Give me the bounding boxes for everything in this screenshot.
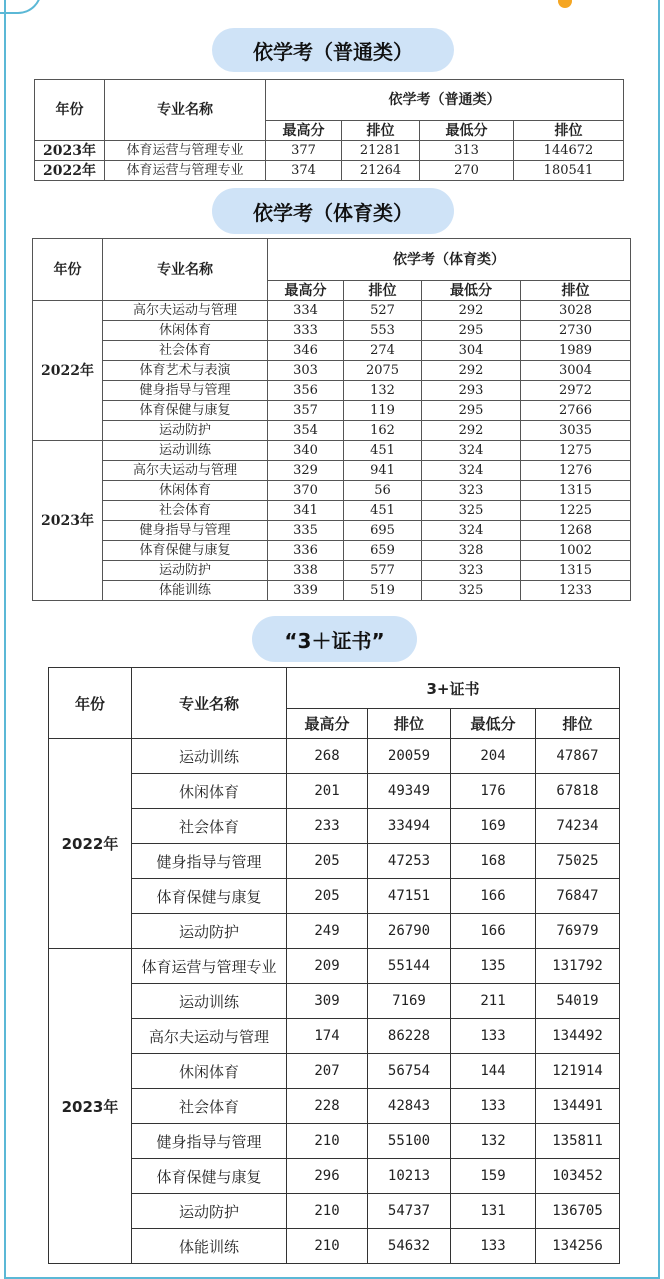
major-cell: 体育运营与管理专业 [132, 949, 287, 984]
max-rank-cell: 56 [344, 481, 422, 501]
max-score-cell: 346 [268, 341, 344, 361]
major-cell: 运动防护 [103, 561, 268, 581]
min-rank-cell: 54019 [536, 984, 620, 1019]
min-score-cell: 325 [422, 501, 521, 521]
table-row [49, 949, 620, 984]
min-score-cell: 166 [451, 914, 536, 949]
section-title-3plus: “3＋证书” [252, 616, 417, 662]
max-rank-cell: 451 [344, 501, 422, 521]
table-row [33, 481, 631, 501]
max-score-cell: 374 [266, 161, 342, 181]
max-rank-cell: 55144 [368, 949, 451, 984]
max-rank-cell: 10213 [368, 1159, 451, 1194]
max-rank-cell: 274 [344, 341, 422, 361]
table-row [49, 844, 620, 879]
header-group: 依学考（普通类） [266, 80, 624, 121]
table-row [49, 1159, 620, 1194]
min-score-cell: 328 [422, 541, 521, 561]
header-min-score: 最低分 [451, 709, 536, 739]
table-sports [32, 238, 631, 601]
max-rank-cell: 47253 [368, 844, 451, 879]
min-score-cell: 323 [422, 481, 521, 501]
section-title-sports: 依学考（体育类） [212, 188, 454, 234]
min-rank-cell: 136705 [536, 1194, 620, 1229]
max-score-cell: 205 [287, 879, 368, 914]
max-rank-cell: 33494 [368, 809, 451, 844]
max-rank-cell: 49349 [368, 774, 451, 809]
min-rank-cell: 1315 [521, 481, 631, 501]
major-cell: 社会体育 [103, 341, 268, 361]
min-rank-cell: 75025 [536, 844, 620, 879]
major-cell: 休闲体育 [132, 1054, 287, 1089]
max-rank-cell: 56754 [368, 1054, 451, 1089]
max-score-cell: 339 [268, 581, 344, 601]
table-row [33, 321, 631, 341]
max-score-cell: 335 [268, 521, 344, 541]
min-rank-cell: 3035 [521, 421, 631, 441]
min-score-cell: 168 [451, 844, 536, 879]
table-row [33, 461, 631, 481]
table-row [33, 341, 631, 361]
year-cell: 2022年 [33, 301, 103, 441]
major-cell: 体育保健与康复 [132, 1159, 287, 1194]
header-max-score: 最高分 [287, 709, 368, 739]
min-score-cell: 159 [451, 1159, 536, 1194]
major-cell: 休闲体育 [103, 321, 268, 341]
min-score-cell: 292 [422, 301, 521, 321]
header-major: 专业名称 [105, 80, 266, 141]
header-year: 年份 [35, 80, 105, 141]
year-cell: 2022年 [35, 161, 105, 181]
max-rank-cell: 132 [344, 381, 422, 401]
min-rank-cell: 131792 [536, 949, 620, 984]
major-cell: 高尔夫运动与管理 [103, 461, 268, 481]
min-score-cell: 323 [422, 561, 521, 581]
frame-right-border [658, 0, 660, 1279]
min-score-cell: 133 [451, 1089, 536, 1124]
max-score-cell: 357 [268, 401, 344, 421]
table-row [33, 301, 631, 321]
max-score-cell: 370 [268, 481, 344, 501]
min-rank-cell: 180541 [514, 161, 624, 181]
major-cell: 健身指导与管理 [132, 1124, 287, 1159]
min-score-cell: 324 [422, 461, 521, 481]
min-rank-cell: 1989 [521, 341, 631, 361]
min-rank-cell: 47867 [536, 739, 620, 774]
max-rank-cell: 54737 [368, 1194, 451, 1229]
max-score-cell: 309 [287, 984, 368, 1019]
major-cell: 体育保健与康复 [103, 541, 268, 561]
min-score-cell: 144 [451, 1054, 536, 1089]
min-score-cell: 211 [451, 984, 536, 1019]
min-score-cell: 133 [451, 1019, 536, 1054]
min-rank-cell: 134256 [536, 1229, 620, 1264]
min-rank-cell: 1275 [521, 441, 631, 461]
max-rank-cell: 7169 [368, 984, 451, 1019]
table-row [49, 809, 620, 844]
max-rank-cell: 54632 [368, 1229, 451, 1264]
min-rank-cell: 103452 [536, 1159, 620, 1194]
major-cell: 体育运营与管理专业 [105, 161, 266, 181]
min-score-cell: 325 [422, 581, 521, 601]
header-year: 年份 [33, 239, 103, 301]
header-min-score: 最低分 [422, 281, 521, 301]
table-row [49, 984, 620, 1019]
max-score-cell: 201 [287, 774, 368, 809]
min-rank-cell: 134492 [536, 1019, 620, 1054]
min-score-cell: 324 [422, 521, 521, 541]
min-score-cell: 204 [451, 739, 536, 774]
header-max-rank: 排位 [342, 121, 420, 141]
major-cell: 运动防护 [132, 914, 287, 949]
min-rank-cell: 1315 [521, 561, 631, 581]
table-row [49, 1089, 620, 1124]
max-score-cell: 209 [287, 949, 368, 984]
min-score-cell: 292 [422, 361, 521, 381]
header-min-rank: 排位 [536, 709, 620, 739]
min-score-cell: 176 [451, 774, 536, 809]
major-cell: 社会体育 [103, 501, 268, 521]
table-row [33, 561, 631, 581]
min-score-cell: 304 [422, 341, 521, 361]
min-rank-cell: 74234 [536, 809, 620, 844]
max-rank-cell: 20059 [368, 739, 451, 774]
header-year: 年份 [49, 668, 132, 739]
max-rank-cell: 86228 [368, 1019, 451, 1054]
max-rank-cell: 21281 [342, 141, 420, 161]
max-rank-cell: 47151 [368, 879, 451, 914]
header-max-score: 最高分 [268, 281, 344, 301]
max-score-cell: 338 [268, 561, 344, 581]
table-row [33, 361, 631, 381]
table-row [49, 1229, 620, 1264]
table-row [35, 161, 624, 181]
max-score-cell: 296 [287, 1159, 368, 1194]
section-title-general: 依学考（普通类） [212, 28, 454, 72]
max-rank-cell: 26790 [368, 914, 451, 949]
max-rank-cell: 941 [344, 461, 422, 481]
accent-dot-decoration [558, 0, 572, 8]
major-cell: 体育运营与管理专业 [105, 141, 266, 161]
min-score-cell: 133 [451, 1229, 536, 1264]
major-cell: 运动防护 [132, 1194, 287, 1229]
min-rank-cell: 76847 [536, 879, 620, 914]
major-cell: 运动防护 [103, 421, 268, 441]
major-cell: 高尔夫运动与管理 [103, 301, 268, 321]
header-max-rank: 排位 [368, 709, 451, 739]
max-score-cell: 228 [287, 1089, 368, 1124]
min-rank-cell: 121914 [536, 1054, 620, 1089]
max-score-cell: 268 [287, 739, 368, 774]
max-score-cell: 356 [268, 381, 344, 401]
max-score-cell: 354 [268, 421, 344, 441]
max-score-cell: 207 [287, 1054, 368, 1089]
table-row [33, 441, 631, 461]
min-rank-cell: 2766 [521, 401, 631, 421]
max-rank-cell: 659 [344, 541, 422, 561]
header-max-score: 最高分 [266, 121, 342, 141]
min-score-cell: 270 [420, 161, 514, 181]
min-rank-cell: 1276 [521, 461, 631, 481]
min-score-cell: 295 [422, 401, 521, 421]
max-rank-cell: 42843 [368, 1089, 451, 1124]
header-group: 依学考（体育类） [268, 239, 631, 281]
max-score-cell: 336 [268, 541, 344, 561]
table-row [49, 739, 620, 774]
header-max-rank: 排位 [344, 281, 422, 301]
min-score-cell: 131 [451, 1194, 536, 1229]
min-rank-cell: 2730 [521, 321, 631, 341]
header-min-rank: 排位 [521, 281, 631, 301]
year-cell: 2022年 [49, 739, 132, 949]
major-cell: 社会体育 [132, 809, 287, 844]
min-rank-cell: 1268 [521, 521, 631, 541]
min-rank-cell: 144672 [514, 141, 624, 161]
max-score-cell: 341 [268, 501, 344, 521]
major-cell: 健身指导与管理 [103, 521, 268, 541]
table-row [49, 774, 620, 809]
max-score-cell: 205 [287, 844, 368, 879]
major-cell: 体育保健与康复 [132, 879, 287, 914]
table-row [33, 401, 631, 421]
year-cell: 2023年 [49, 949, 132, 1264]
min-score-cell: 169 [451, 809, 536, 844]
major-cell: 休闲体育 [132, 774, 287, 809]
table-row [49, 879, 620, 914]
min-score-cell: 295 [422, 321, 521, 341]
major-cell: 健身指导与管理 [103, 381, 268, 401]
max-score-cell: 340 [268, 441, 344, 461]
table-row [33, 381, 631, 401]
year-cell: 2023年 [35, 141, 105, 161]
header-min-rank: 排位 [514, 121, 624, 141]
table-row [49, 1054, 620, 1089]
header-major: 专业名称 [132, 668, 287, 739]
major-cell: 运动训练 [103, 441, 268, 461]
major-cell: 运动训练 [132, 739, 287, 774]
major-cell: 体育保健与康复 [103, 401, 268, 421]
min-rank-cell: 1225 [521, 501, 631, 521]
major-cell: 体能训练 [132, 1229, 287, 1264]
table-row [49, 1019, 620, 1054]
min-score-cell: 135 [451, 949, 536, 984]
table-row [49, 1194, 620, 1229]
min-score-cell: 166 [451, 879, 536, 914]
max-score-cell: 210 [287, 1229, 368, 1264]
max-rank-cell: 527 [344, 301, 422, 321]
min-rank-cell: 2972 [521, 381, 631, 401]
min-score-cell: 313 [420, 141, 514, 161]
table-row [33, 501, 631, 521]
max-score-cell: 377 [266, 141, 342, 161]
max-score-cell: 303 [268, 361, 344, 381]
max-rank-cell: 519 [344, 581, 422, 601]
max-score-cell: 249 [287, 914, 368, 949]
max-rank-cell: 2075 [344, 361, 422, 381]
min-score-cell: 132 [451, 1124, 536, 1159]
table-row [33, 541, 631, 561]
major-cell: 体能训练 [103, 581, 268, 601]
max-rank-cell: 162 [344, 421, 422, 441]
max-rank-cell: 553 [344, 321, 422, 341]
table-row [49, 914, 620, 949]
min-rank-cell: 1002 [521, 541, 631, 561]
max-score-cell: 210 [287, 1124, 368, 1159]
year-cell: 2023年 [33, 441, 103, 601]
max-score-cell: 333 [268, 321, 344, 341]
corner-decoration [0, 0, 42, 14]
min-rank-cell: 1233 [521, 581, 631, 601]
min-rank-cell: 134491 [536, 1089, 620, 1124]
min-rank-cell: 67818 [536, 774, 620, 809]
max-score-cell: 233 [287, 809, 368, 844]
max-score-cell: 174 [287, 1019, 368, 1054]
major-cell: 体育艺术与表演 [103, 361, 268, 381]
frame-left-border [4, 0, 6, 1279]
max-rank-cell: 55100 [368, 1124, 451, 1159]
min-score-cell: 293 [422, 381, 521, 401]
max-rank-cell: 695 [344, 521, 422, 541]
max-rank-cell: 577 [344, 561, 422, 581]
max-rank-cell: 451 [344, 441, 422, 461]
header-min-score: 最低分 [420, 121, 514, 141]
table-row [33, 521, 631, 541]
header-major: 专业名称 [103, 239, 268, 301]
header-group: 3+证书 [287, 668, 620, 709]
table-3plus-certificate [48, 667, 620, 1264]
major-cell: 运动训练 [132, 984, 287, 1019]
table-general [34, 79, 624, 181]
table-row [49, 1124, 620, 1159]
min-score-cell: 324 [422, 441, 521, 461]
table-row [33, 581, 631, 601]
table-row [33, 421, 631, 441]
max-rank-cell: 21264 [342, 161, 420, 181]
min-rank-cell: 76979 [536, 914, 620, 949]
min-rank-cell: 3004 [521, 361, 631, 381]
major-cell: 休闲体育 [103, 481, 268, 501]
min-score-cell: 292 [422, 421, 521, 441]
max-score-cell: 329 [268, 461, 344, 481]
min-rank-cell: 135811 [536, 1124, 620, 1159]
max-score-cell: 210 [287, 1194, 368, 1229]
table-row [35, 141, 624, 161]
major-cell: 社会体育 [132, 1089, 287, 1124]
max-score-cell: 334 [268, 301, 344, 321]
major-cell: 高尔夫运动与管理 [132, 1019, 287, 1054]
max-rank-cell: 119 [344, 401, 422, 421]
major-cell: 健身指导与管理 [132, 844, 287, 879]
min-rank-cell: 3028 [521, 301, 631, 321]
